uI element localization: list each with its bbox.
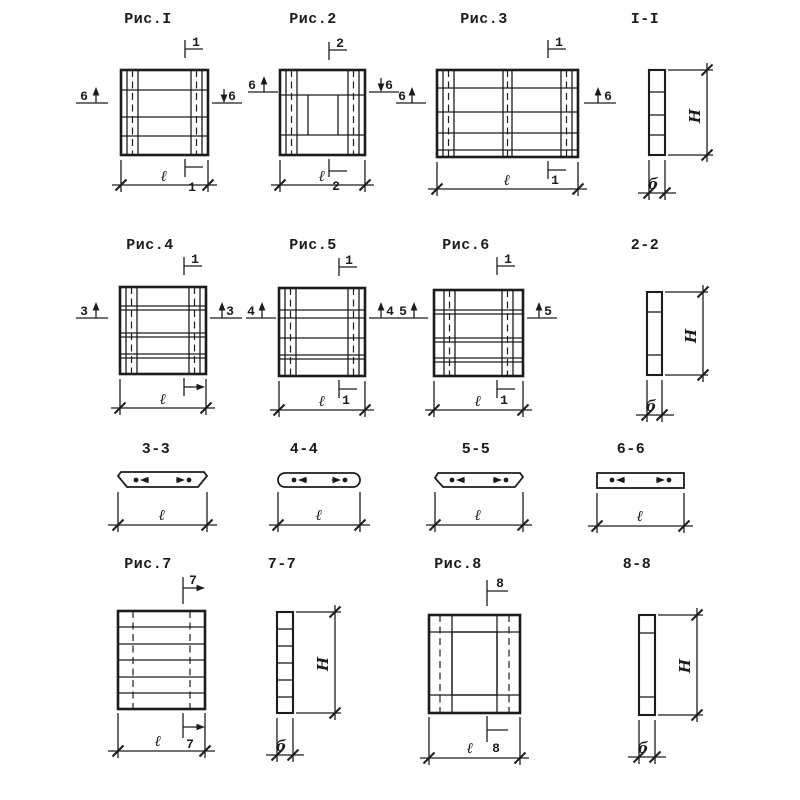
height-label: Н xyxy=(676,658,694,674)
cut-label: 7 xyxy=(186,737,194,752)
length-label: ℓ xyxy=(318,167,326,185)
length-label: ℓ xyxy=(158,506,166,524)
cut-label: 5 xyxy=(399,304,407,319)
cut-label: 5 xyxy=(544,304,552,319)
cut-label: 1 xyxy=(345,253,353,268)
cut-label: 3 xyxy=(226,304,234,319)
figure-title: Рис.2 xyxy=(289,11,337,28)
cut-label: 3 xyxy=(80,304,88,319)
figure-title: 7-7 xyxy=(267,556,297,573)
cut-label: 6 xyxy=(228,89,236,104)
cut-label: 1 xyxy=(188,180,196,195)
figure-title: 4-4 xyxy=(289,441,319,458)
cut-label: 1 xyxy=(551,173,559,188)
thickness-label: б xyxy=(645,397,657,415)
cut-label: 6 xyxy=(385,78,393,93)
length-label: ℓ xyxy=(474,506,482,524)
length-label: ℓ xyxy=(474,392,482,410)
length-label: ℓ xyxy=(318,392,326,410)
cut-label: 1 xyxy=(192,35,200,50)
height-label: Н xyxy=(682,328,700,344)
figure-title: 6-6 xyxy=(616,441,646,458)
length-label: ℓ xyxy=(636,507,644,525)
cut-label: 6 xyxy=(80,89,88,104)
cut-label: 1 xyxy=(500,393,508,408)
figure-title: 3-3 xyxy=(141,441,171,458)
cut-label: 7 xyxy=(189,573,197,588)
figure-title: 5-5 xyxy=(461,441,491,458)
cut-label: 8 xyxy=(492,741,500,756)
length-label: ℓ xyxy=(154,732,162,750)
thickness-label: б xyxy=(275,737,287,755)
figure-title: Рис.7 xyxy=(124,556,172,573)
cut-label: 8 xyxy=(496,576,504,591)
cut-label: 2 xyxy=(332,179,340,194)
cut-label: 1 xyxy=(504,252,512,267)
figure-title: Рис.I xyxy=(124,11,172,28)
cut-label: 1 xyxy=(342,393,350,408)
length-label: ℓ xyxy=(315,506,323,524)
figure-title: Рис.3 xyxy=(460,11,508,28)
thickness-label: б xyxy=(647,175,659,193)
thickness-label: б xyxy=(637,739,649,757)
length-label: ℓ xyxy=(160,167,168,185)
length-label: ℓ xyxy=(466,739,474,757)
cut-label: 6 xyxy=(248,78,256,93)
cut-label: 4 xyxy=(386,304,394,319)
figure-title: Рис.6 xyxy=(442,237,490,254)
cut-label: 4 xyxy=(247,304,255,319)
height-label: Н xyxy=(686,108,704,124)
length-label: ℓ xyxy=(159,390,167,408)
figure-title: I-I xyxy=(630,11,660,28)
figure-title: 8-8 xyxy=(622,556,652,573)
cut-label: 2 xyxy=(336,36,344,51)
figure-title: Рис.4 xyxy=(126,237,174,254)
height-label: Н xyxy=(314,656,332,672)
figure-title: 2-2 xyxy=(630,237,660,254)
figure-title: Рис.5 xyxy=(289,237,337,254)
cut-label: 1 xyxy=(555,35,563,50)
figure-title: Рис.8 xyxy=(434,556,482,573)
cut-label: 6 xyxy=(398,89,406,104)
cut-label: 6 xyxy=(604,89,612,104)
length-label: ℓ xyxy=(503,171,511,189)
cut-label: 1 xyxy=(191,252,199,267)
